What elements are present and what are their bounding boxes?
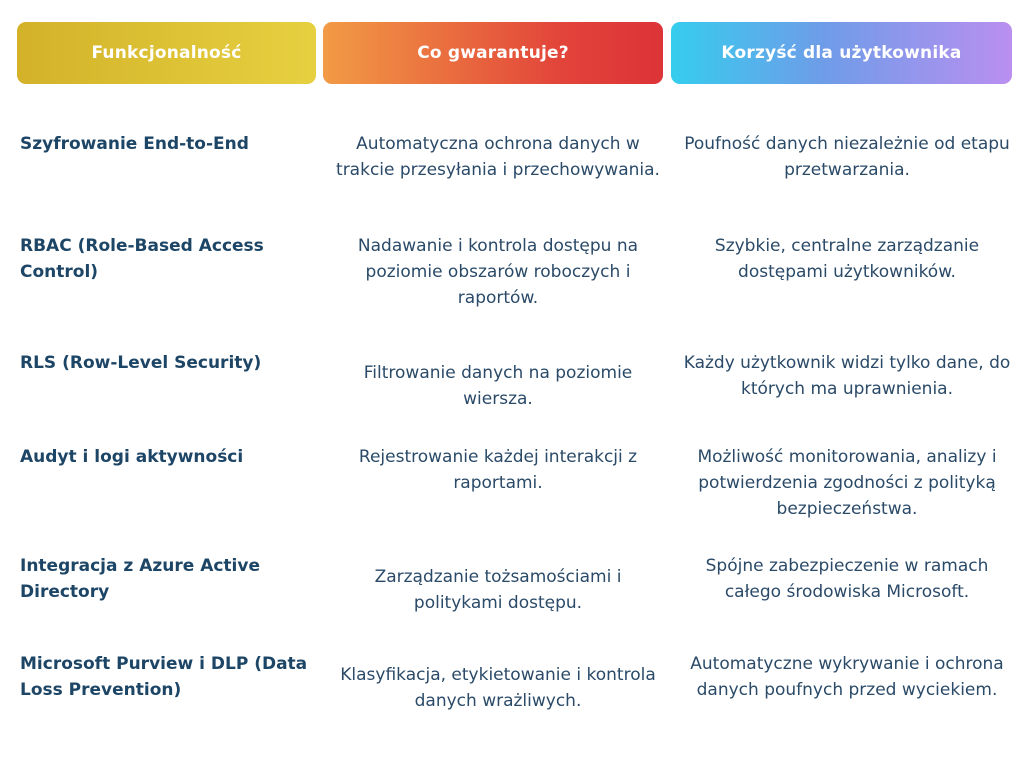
- header-guarantee: Co gwarantuje?: [323, 22, 663, 84]
- guarantee-cell: Klasyfikacja, etykietowanie i kontrola danych wrażliwych.: [340, 665, 656, 711]
- header-benefit: Korzyść dla użytkownika: [671, 22, 1012, 84]
- guarantee-cell: Filtrowanie danych na poziomie wiersza.: [363, 363, 633, 409]
- guarantee-cell: Automatyczna ochrona danych w trakcie przesyłania i przechowywania.: [336, 134, 660, 180]
- benefit-cell: Możliwość monitorowania, analizy i potwierdzenia zgodności z polityką bezpieczeństwa.: [697, 447, 997, 519]
- guarantee-cell: Nadawanie i kontrola dostępu na poziomie obszarów roboczych i raportów.: [357, 236, 639, 308]
- benefit-cell: Każdy użytkownik widzi tylko dane, do których ma uprawnienia.: [683, 353, 1011, 399]
- feature-cell: RBAC (Role-Based Access Control): [20, 236, 264, 282]
- feature-cell: RLS (Row-Level Security): [20, 353, 262, 373]
- guarantee-cell: Rejestrowanie każdej interakcji z raportami.: [358, 447, 638, 493]
- benefit-cell: Poufność danych niezależnie od etapu przetwarzania.: [684, 134, 1010, 180]
- feature-cell: Microsoft Purview i DLP (Data Loss Prevention): [20, 654, 308, 700]
- benefit-cell: Automatyczne wykrywanie i ochrona danych poufnych przed wyciekiem.: [690, 654, 1004, 700]
- feature-cell: Integracja z Azure Active Directory: [20, 556, 261, 602]
- guarantee-cell: Zarządzanie tożsamościami i politykami dostępu.: [374, 567, 622, 613]
- feature-cell: Audyt i logi aktywności: [20, 447, 244, 467]
- header-feature: Funkcjonalność: [17, 22, 316, 84]
- benefit-cell: Szybkie, centralne zarządzanie dostępami użytkowników.: [714, 236, 980, 282]
- feature-cell: Szyfrowanie End-to-End: [20, 134, 249, 154]
- benefit-cell: Spójne zabezpieczenie w ramach całego środowiska Microsoft.: [705, 556, 989, 602]
